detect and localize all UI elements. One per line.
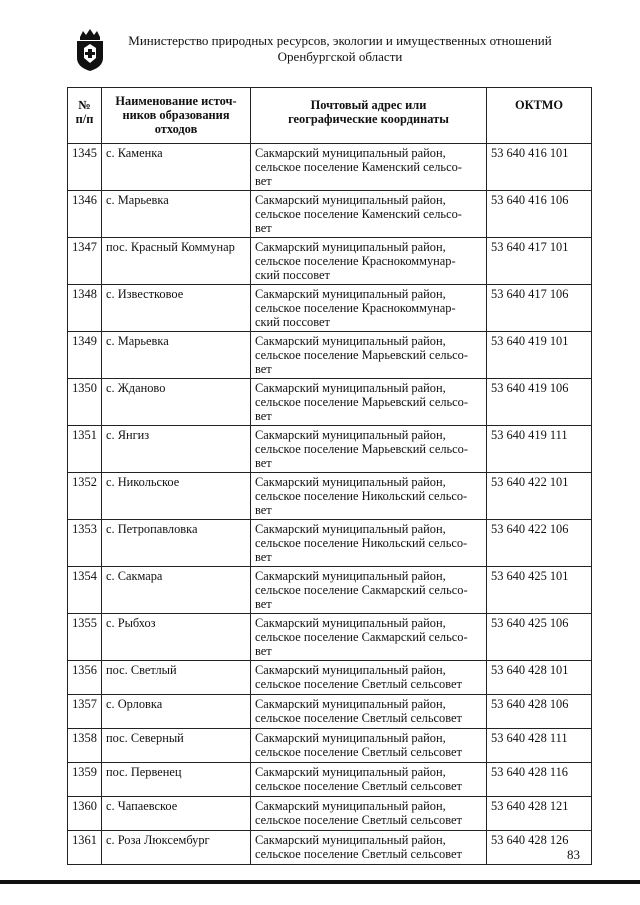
oktmo-cell: 53 640 428 116 <box>487 763 592 797</box>
source-name-cell: с. Жданово <box>102 379 251 426</box>
source-name-cell: пос. Первенец <box>102 763 251 797</box>
oktmo-cell: 53 640 428 101 <box>487 661 592 695</box>
oktmo-cell: 53 640 428 106 <box>487 695 592 729</box>
table-row <box>68 520 592 567</box>
table-row <box>68 379 592 426</box>
row-number-cell: 1348 <box>68 285 102 332</box>
row-number-cell: 1357 <box>68 695 102 729</box>
row-number-cell: 1352 <box>68 473 102 520</box>
address-cell: Сакмарский муниципальный район, сельское поселение Сакмарский сельсо- вет <box>251 614 487 661</box>
table-row <box>68 473 592 520</box>
row-number-cell: 1355 <box>68 614 102 661</box>
source-name-cell: с. Никольское <box>102 473 251 520</box>
oktmo-cell: 53 640 419 111 <box>487 426 592 473</box>
table-row <box>68 661 592 695</box>
table-row <box>68 797 592 831</box>
table-row <box>68 614 592 661</box>
oktmo-cell: 53 640 419 106 <box>487 379 592 426</box>
coat-of-arms-icon <box>73 28 107 72</box>
source-name-cell: пос. Северный <box>102 729 251 763</box>
address-cell: Сакмарский муниципальный район, сельское поселение Краснокоммунар- ский поссовет <box>251 285 487 332</box>
row-number-cell: 1350 <box>68 379 102 426</box>
oktmo-cell: 53 640 417 101 <box>487 238 592 285</box>
address-cell: Сакмарский муниципальный район, сельское поселение Светлый сельсовет <box>251 695 487 729</box>
address-cell: Сакмарский муниципальный район, сельское поселение Никольский сельсо- вет <box>251 473 487 520</box>
source-name-cell: с. Роза Люксембург <box>102 831 251 865</box>
table-header-row <box>68 88 592 144</box>
source-name-cell: с. Янгиз <box>102 426 251 473</box>
row-number-cell: 1351 <box>68 426 102 473</box>
column-header-address: Почтовый адрес или географические координаты <box>251 88 487 144</box>
row-number-cell: 1354 <box>68 567 102 614</box>
address-cell: Сакмарский муниципальный район, сельское поселение Каменский сельсо- вет <box>251 191 487 238</box>
oktmo-cell: 53 640 416 101 <box>487 144 592 191</box>
row-number-cell: 1356 <box>68 661 102 695</box>
address-cell: Сакмарский муниципальный район, сельское поселение Светлый сельсовет <box>251 763 487 797</box>
column-header-number: № п/п <box>68 88 102 144</box>
row-number-cell: 1359 <box>68 763 102 797</box>
source-name-cell: с. Каменка <box>102 144 251 191</box>
address-cell: Сакмарский муниципальный район, сельское поселение Марьевский сельсо- вет <box>251 379 487 426</box>
oktmo-cell: 53 640 428 121 <box>487 797 592 831</box>
source-name-cell: с. Известковое <box>102 285 251 332</box>
source-name-cell: с. Орловка <box>102 695 251 729</box>
document-header <box>115 33 565 65</box>
row-number-cell: 1347 <box>68 238 102 285</box>
source-name-cell: с. Рыбхоз <box>102 614 251 661</box>
footer-rule <box>0 880 640 884</box>
source-name-cell: с. Марьевка <box>102 191 251 238</box>
source-name-cell: пос. Красный Коммунар <box>102 238 251 285</box>
address-cell: Сакмарский муниципальный район, сельское поселение Марьевский сельсо- вет <box>251 332 487 379</box>
address-cell: Сакмарский муниципальный район, сельское поселение Никольский сельсо- вет <box>251 520 487 567</box>
table-row <box>68 144 592 191</box>
table-row <box>68 831 592 865</box>
address-cell: Сакмарский муниципальный район, сельское поселение Краснокоммунар- ский поссовет <box>251 238 487 285</box>
column-header-oktmo: ОКТМО <box>487 88 592 144</box>
oktmo-cell: 53 640 419 101 <box>487 332 592 379</box>
row-number-cell: 1353 <box>68 520 102 567</box>
table-row <box>68 567 592 614</box>
row-number-cell: 1349 <box>68 332 102 379</box>
column-header-name: Наименование источ- ников образования отходов <box>102 88 251 144</box>
oktmo-cell: 53 640 428 126 <box>487 831 592 865</box>
address-cell: Сакмарский муниципальный район, сельское поселение Светлый сельсовет <box>251 661 487 695</box>
address-cell: Сакмарский муниципальный район, сельское поселение Сакмарский сельсо- вет <box>251 567 487 614</box>
source-name-cell: с. Петропавловка <box>102 520 251 567</box>
table-row <box>68 332 592 379</box>
table-body <box>68 144 592 865</box>
page-number: 83 <box>567 847 580 862</box>
region-title: Оренбургской области <box>277 49 403 64</box>
address-cell: Сакмарский муниципальный район, сельское поселение Каменский сельсо- вет <box>251 144 487 191</box>
oktmo-cell: 53 640 422 106 <box>487 520 592 567</box>
oktmo-cell: 53 640 416 106 <box>487 191 592 238</box>
table-row <box>68 191 592 238</box>
row-number-cell: 1361 <box>68 831 102 865</box>
table-row <box>68 695 592 729</box>
table-row <box>68 285 592 332</box>
table-row <box>68 426 592 473</box>
row-number-cell: 1358 <box>68 729 102 763</box>
address-cell: Сакмарский муниципальный район, сельское поселение Светлый сельсовет <box>251 797 487 831</box>
row-number-cell: 1360 <box>68 797 102 831</box>
table-row <box>68 238 592 285</box>
oktmo-cell: 53 640 425 106 <box>487 614 592 661</box>
ministry-title: Министерство природных ресурсов, экологии и имущественных отношений <box>128 33 552 48</box>
table-row <box>68 729 592 763</box>
address-cell: Сакмарский муниципальный район, сельское поселение Светлый сельсовет <box>251 729 487 763</box>
oktmo-cell: 53 640 425 101 <box>487 567 592 614</box>
row-number-cell: 1346 <box>68 191 102 238</box>
oktmo-cell: 53 640 417 106 <box>487 285 592 332</box>
oktmo-cell: 53 640 428 111 <box>487 729 592 763</box>
source-name-cell: с. Чапаевское <box>102 797 251 831</box>
row-number-cell: 1345 <box>68 144 102 191</box>
waste-sources-table <box>67 87 592 865</box>
address-cell: Сакмарский муниципальный район, сельское поселение Светлый сельсовет <box>251 831 487 865</box>
source-name-cell: пос. Светлый <box>102 661 251 695</box>
oktmo-cell: 53 640 422 101 <box>487 473 592 520</box>
source-name-cell: с. Сакмара <box>102 567 251 614</box>
address-cell: Сакмарский муниципальный район, сельское поселение Марьевский сельсо- вет <box>251 426 487 473</box>
table-row <box>68 763 592 797</box>
source-name-cell: с. Марьевка <box>102 332 251 379</box>
